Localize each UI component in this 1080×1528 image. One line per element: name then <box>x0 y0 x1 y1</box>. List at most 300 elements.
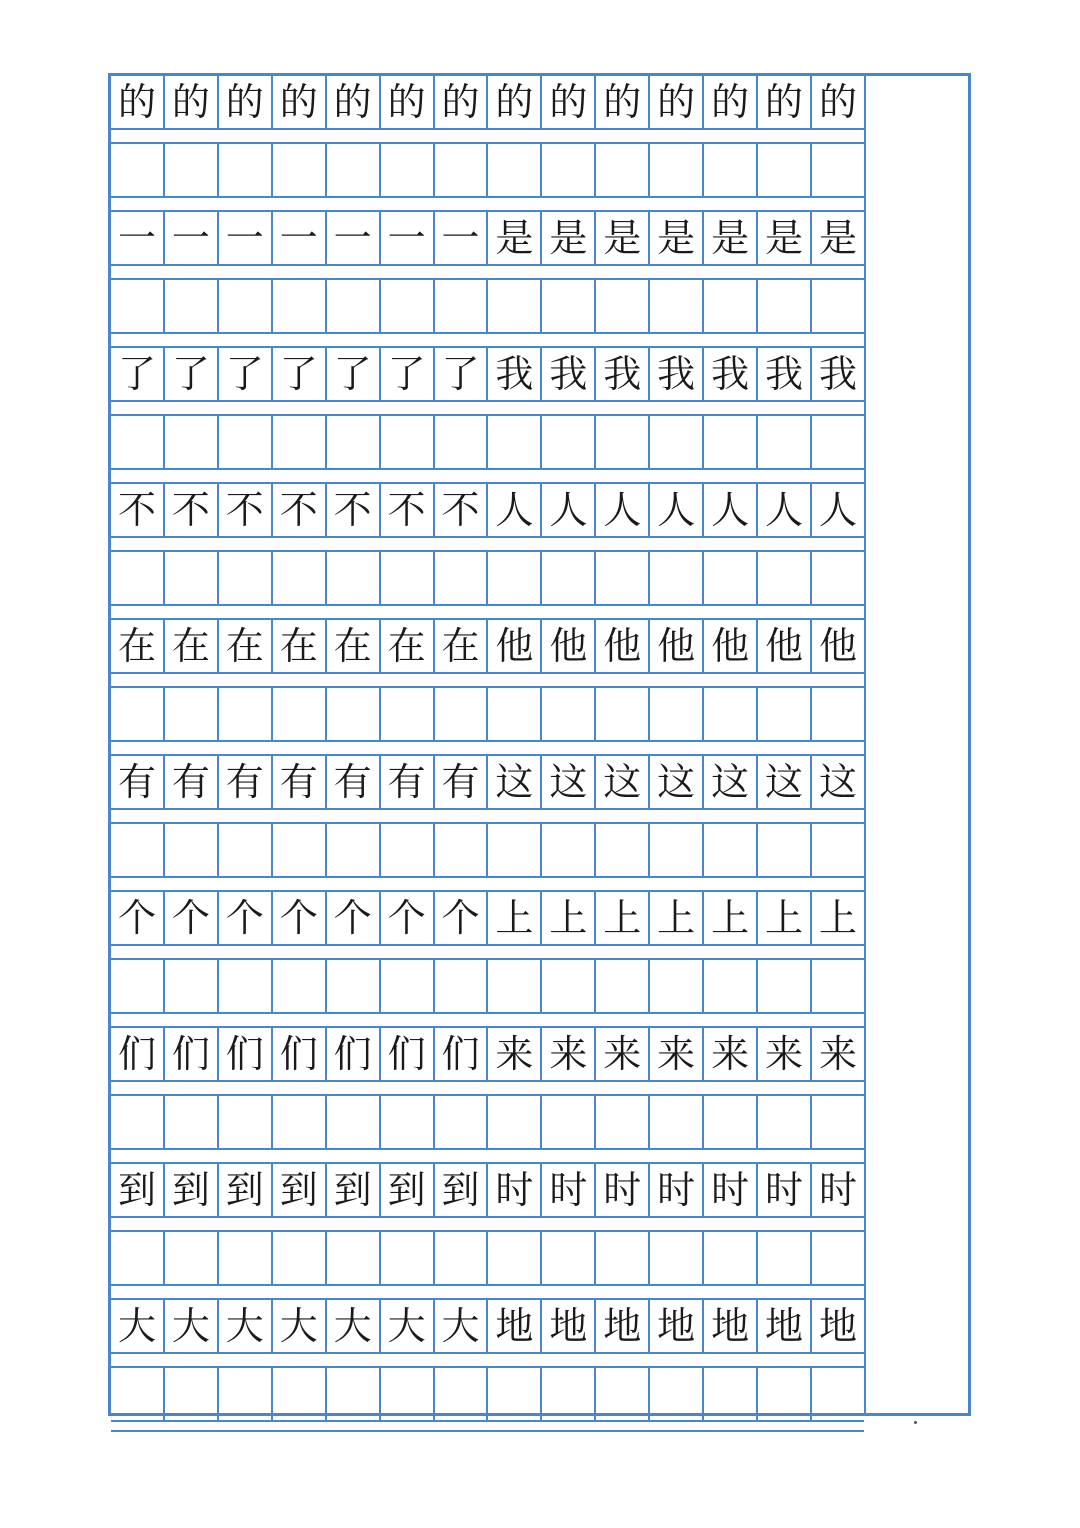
empty-practice-cell <box>381 1232 435 1284</box>
character-cell: 的 <box>111 76 165 128</box>
empty-practice-cell <box>542 1368 596 1420</box>
character-cell: 到 <box>381 1164 435 1216</box>
grid-row <box>111 960 864 1014</box>
character-cell: 的 <box>381 76 435 128</box>
empty-practice-cell <box>111 1232 165 1284</box>
grid-row <box>111 280 864 334</box>
empty-practice-cell <box>758 416 812 468</box>
character-cell: 到 <box>165 1164 219 1216</box>
character-cell: 他 <box>758 620 812 672</box>
empty-practice-cell <box>812 1368 864 1420</box>
empty-practice-cell <box>812 144 864 196</box>
character-cell: 了 <box>327 348 381 400</box>
empty-practice-cell <box>596 1368 650 1420</box>
empty-practice-cell <box>758 280 812 332</box>
character-cell: 大 <box>381 1300 435 1352</box>
empty-practice-cell <box>542 416 596 468</box>
character-cell: 地 <box>758 1300 812 1352</box>
empty-practice-cell <box>704 960 758 1012</box>
empty-practice-cell <box>381 280 435 332</box>
character-cell: 人 <box>542 484 596 536</box>
empty-practice-cell <box>596 416 650 468</box>
empty-practice-cell <box>219 960 273 1012</box>
empty-practice-cell <box>650 144 704 196</box>
character-cell: 到 <box>219 1164 273 1216</box>
empty-practice-cell <box>111 960 165 1012</box>
empty-practice-cell <box>596 688 650 740</box>
character-cell: 不 <box>273 484 327 536</box>
grid-row <box>111 620 864 674</box>
character-cell: 了 <box>435 348 489 400</box>
empty-practice-cell <box>435 552 489 604</box>
row-gap <box>111 1286 864 1300</box>
empty-practice-cell <box>327 1232 381 1284</box>
character-cell: 上 <box>488 892 542 944</box>
character-cell: 有 <box>381 756 435 808</box>
empty-practice-cell <box>435 144 489 196</box>
empty-practice-cell <box>435 1232 489 1284</box>
grid-row <box>111 348 864 402</box>
character-cell: 人 <box>596 484 650 536</box>
character-cell: 来 <box>758 1028 812 1080</box>
empty-practice-cell <box>650 416 704 468</box>
empty-practice-cell <box>488 688 542 740</box>
character-cell: 他 <box>542 620 596 672</box>
character-cell: 不 <box>435 484 489 536</box>
character-cell: 个 <box>381 892 435 944</box>
character-cell: 不 <box>165 484 219 536</box>
empty-practice-cell <box>219 552 273 604</box>
character-cell: 在 <box>165 620 219 672</box>
empty-practice-cell <box>165 1368 219 1420</box>
empty-practice-cell <box>488 144 542 196</box>
empty-practice-cell <box>650 688 704 740</box>
empty-practice-cell <box>327 416 381 468</box>
row-gap <box>111 538 864 552</box>
character-cell: 的 <box>488 76 542 128</box>
empty-practice-cell <box>488 960 542 1012</box>
empty-practice-cell <box>111 688 165 740</box>
character-cell: 他 <box>818 624 857 668</box>
row-gap <box>111 1354 864 1368</box>
empty-practice-cell <box>758 1096 812 1148</box>
grid-row <box>111 1164 864 1218</box>
empty-practice-cell <box>111 824 165 876</box>
right-margin-line <box>864 76 866 1413</box>
empty-practice-cell <box>704 552 758 604</box>
ink-speck <box>914 1421 917 1424</box>
character-cell: 是 <box>542 212 596 264</box>
character-cell: 一 <box>273 212 327 264</box>
character-cell: 来 <box>542 1028 596 1080</box>
character-cell: 大 <box>273 1300 327 1352</box>
character-cell: 们 <box>111 1028 165 1080</box>
character-cell: 大 <box>165 1300 219 1352</box>
empty-practice-cell <box>704 688 758 740</box>
empty-practice-cell <box>704 1232 758 1284</box>
character-cell: 这 <box>488 756 542 808</box>
empty-practice-cell <box>812 280 864 332</box>
character-cell: 他 <box>650 620 704 672</box>
empty-practice-cell <box>488 824 542 876</box>
character-cell: 来 <box>818 1032 857 1076</box>
empty-practice-cell <box>488 416 542 468</box>
empty-practice-cell <box>758 552 812 604</box>
character-cell: 一 <box>381 212 435 264</box>
character-cell: 来 <box>704 1028 758 1080</box>
grid-row <box>111 892 864 946</box>
empty-practice-cell <box>111 416 165 468</box>
row-gap <box>111 1422 864 1432</box>
empty-practice-cell <box>704 824 758 876</box>
character-cell: 在 <box>435 620 489 672</box>
empty-practice-cell <box>650 280 704 332</box>
empty-practice-cell <box>542 1232 596 1284</box>
empty-practice-cell <box>435 416 489 468</box>
empty-practice-cell <box>542 960 596 1012</box>
character-cell: 个 <box>219 892 273 944</box>
grid-row <box>111 1232 864 1286</box>
empty-practice-cell <box>650 552 704 604</box>
empty-practice-cell <box>165 416 219 468</box>
empty-practice-cell <box>219 1096 273 1148</box>
row-gap <box>111 878 864 892</box>
character-cell: 不 <box>219 484 273 536</box>
character-cell: 的 <box>542 76 596 128</box>
empty-practice-cell <box>812 552 864 604</box>
empty-practice-cell <box>812 416 864 468</box>
empty-practice-cell <box>165 1232 219 1284</box>
character-cell: 时 <box>704 1164 758 1216</box>
character-cell: 人 <box>650 484 704 536</box>
character-cell: 来 <box>596 1028 650 1080</box>
empty-practice-cell <box>273 1368 327 1420</box>
character-cell: 到 <box>435 1164 489 1216</box>
character-cell: 大 <box>219 1300 273 1352</box>
empty-practice-cell <box>219 280 273 332</box>
row-gap <box>111 1014 864 1028</box>
empty-practice-cell <box>327 824 381 876</box>
empty-practice-cell <box>542 144 596 196</box>
character-cell: 人 <box>488 484 542 536</box>
empty-practice-cell <box>327 280 381 332</box>
character-cell: 的 <box>596 76 650 128</box>
empty-practice-cell <box>542 1096 596 1148</box>
row-gap <box>111 606 864 620</box>
character-cell: 上 <box>704 892 758 944</box>
character-cell: 的 <box>650 76 704 128</box>
character-cell: 我 <box>704 348 758 400</box>
grid-row <box>111 144 864 198</box>
empty-practice-cell <box>435 960 489 1012</box>
empty-practice-cell <box>273 416 327 468</box>
empty-practice-cell <box>327 144 381 196</box>
empty-practice-cell <box>812 824 864 876</box>
row-gap <box>111 198 864 212</box>
character-cell: 我 <box>488 348 542 400</box>
empty-practice-cell <box>596 824 650 876</box>
empty-practice-cell <box>111 552 165 604</box>
grid-row <box>111 552 864 606</box>
empty-practice-cell <box>381 960 435 1012</box>
grid-row <box>111 1300 864 1354</box>
empty-practice-cell <box>435 688 489 740</box>
character-cell: 上 <box>650 892 704 944</box>
empty-practice-cell <box>381 1096 435 1148</box>
character-cell: 地 <box>542 1300 596 1352</box>
empty-practice-cell <box>327 1368 381 1420</box>
character-grid <box>111 76 864 1432</box>
character-cell: 我 <box>650 348 704 400</box>
character-cell: 这 <box>650 756 704 808</box>
empty-practice-cell <box>165 552 219 604</box>
character-cell: 不 <box>381 484 435 536</box>
empty-practice-cell <box>542 824 596 876</box>
empty-practice-cell <box>327 552 381 604</box>
empty-practice-cell <box>327 1096 381 1148</box>
row-gap <box>111 334 864 348</box>
grid-row <box>111 212 864 266</box>
empty-practice-cell <box>219 416 273 468</box>
character-cell: 上 <box>542 892 596 944</box>
empty-practice-cell <box>165 960 219 1012</box>
empty-practice-cell <box>381 1368 435 1420</box>
character-cell: 们 <box>381 1028 435 1080</box>
empty-practice-cell <box>381 688 435 740</box>
character-cell: 到 <box>327 1164 381 1216</box>
character-cell: 有 <box>273 756 327 808</box>
empty-practice-cell <box>704 1096 758 1148</box>
empty-practice-cell <box>381 824 435 876</box>
character-cell: 时 <box>758 1164 812 1216</box>
empty-practice-cell <box>488 1368 542 1420</box>
character-cell: 一 <box>219 212 273 264</box>
empty-practice-cell <box>596 960 650 1012</box>
character-cell: 了 <box>219 348 273 400</box>
character-cell: 有 <box>111 756 165 808</box>
empty-practice-cell <box>435 1368 489 1420</box>
character-cell: 一 <box>111 212 165 264</box>
character-cell: 他 <box>488 620 542 672</box>
empty-practice-cell <box>273 1096 327 1148</box>
character-cell: 的 <box>165 76 219 128</box>
character-cell: 大 <box>435 1300 489 1352</box>
character-cell: 的 <box>704 76 758 128</box>
character-cell: 是 <box>758 212 812 264</box>
grid-row <box>111 1368 864 1422</box>
empty-practice-cell <box>812 960 864 1012</box>
empty-practice-cell <box>596 280 650 332</box>
character-cell: 了 <box>165 348 219 400</box>
character-cell: 时 <box>542 1164 596 1216</box>
character-cell: 这 <box>704 756 758 808</box>
character-cell: 在 <box>111 620 165 672</box>
character-cell: 个 <box>435 892 489 944</box>
character-cell: 大 <box>111 1300 165 1352</box>
character-cell: 地 <box>818 1304 857 1348</box>
character-cell: 我 <box>596 348 650 400</box>
character-cell: 个 <box>273 892 327 944</box>
empty-practice-cell <box>542 280 596 332</box>
character-cell: 个 <box>327 892 381 944</box>
empty-practice-cell <box>435 1096 489 1148</box>
row-gap <box>111 810 864 824</box>
character-cell: 是 <box>650 212 704 264</box>
character-cell: 我 <box>758 348 812 400</box>
character-cell: 在 <box>381 620 435 672</box>
character-cell: 有 <box>327 756 381 808</box>
empty-practice-cell <box>219 824 273 876</box>
character-cell: 时 <box>596 1164 650 1216</box>
character-cell: 上 <box>758 892 812 944</box>
character-cell: 的 <box>327 76 381 128</box>
grid-row <box>111 416 864 470</box>
character-cell: 地 <box>704 1300 758 1352</box>
empty-practice-cell <box>219 688 273 740</box>
character-cell: 在 <box>327 620 381 672</box>
empty-practice-cell <box>488 552 542 604</box>
character-cell: 地 <box>650 1300 704 1352</box>
character-cell: 地 <box>488 1300 542 1352</box>
character-cell: 了 <box>381 348 435 400</box>
character-cell: 是 <box>488 212 542 264</box>
row-gap <box>111 1218 864 1232</box>
empty-practice-cell <box>219 1368 273 1420</box>
character-cell: 们 <box>435 1028 489 1080</box>
empty-practice-cell <box>488 280 542 332</box>
empty-practice-cell <box>758 688 812 740</box>
empty-practice-cell <box>704 144 758 196</box>
character-cell: 这 <box>758 756 812 808</box>
empty-practice-cell <box>111 280 165 332</box>
grid-row <box>111 688 864 742</box>
character-cell: 的 <box>435 76 489 128</box>
character-cell: 到 <box>273 1164 327 1216</box>
grid-row <box>111 76 864 130</box>
empty-practice-cell <box>542 688 596 740</box>
empty-practice-cell <box>542 552 596 604</box>
character-cell: 一 <box>165 212 219 264</box>
empty-practice-cell <box>381 552 435 604</box>
character-cell: 这 <box>596 756 650 808</box>
character-cell: 了 <box>273 348 327 400</box>
character-cell: 们 <box>327 1028 381 1080</box>
character-cell: 在 <box>273 620 327 672</box>
character-cell: 人 <box>758 484 812 536</box>
grid-row <box>111 756 864 810</box>
empty-practice-cell <box>273 688 327 740</box>
character-cell: 上 <box>818 896 857 940</box>
empty-practice-cell <box>273 1232 327 1284</box>
character-cell: 时 <box>650 1164 704 1216</box>
character-cell: 我 <box>542 348 596 400</box>
empty-practice-cell <box>165 688 219 740</box>
character-cell: 大 <box>327 1300 381 1352</box>
empty-practice-cell <box>219 144 273 196</box>
character-cell: 的 <box>273 76 327 128</box>
character-cell: 的 <box>818 80 857 124</box>
character-cell: 的 <box>219 76 273 128</box>
character-cell: 的 <box>758 76 812 128</box>
character-cell: 这 <box>818 760 857 804</box>
empty-practice-cell <box>273 960 327 1012</box>
empty-practice-cell <box>273 144 327 196</box>
empty-practice-cell <box>704 416 758 468</box>
character-cell: 我 <box>818 352 857 396</box>
character-cell: 人 <box>818 488 857 532</box>
grid-row <box>111 1096 864 1150</box>
character-cell: 到 <box>111 1164 165 1216</box>
empty-practice-cell <box>758 824 812 876</box>
row-gap <box>111 742 864 756</box>
empty-practice-cell <box>381 416 435 468</box>
empty-practice-cell <box>596 1096 650 1148</box>
empty-practice-cell <box>165 144 219 196</box>
character-cell: 时 <box>818 1168 857 1212</box>
character-cell: 他 <box>704 620 758 672</box>
character-cell: 是 <box>596 212 650 264</box>
grid-row <box>111 824 864 878</box>
row-gap <box>111 130 864 144</box>
row-gap <box>111 946 864 960</box>
row-gap <box>111 674 864 688</box>
character-cell: 一 <box>435 212 489 264</box>
row-gap <box>111 266 864 280</box>
empty-practice-cell <box>273 280 327 332</box>
empty-practice-cell <box>812 1096 864 1148</box>
empty-practice-cell <box>758 1368 812 1420</box>
empty-practice-cell <box>111 1368 165 1420</box>
empty-practice-cell <box>650 824 704 876</box>
empty-practice-cell <box>812 1232 864 1284</box>
practice-sheet <box>108 73 971 1416</box>
character-cell: 在 <box>219 620 273 672</box>
empty-practice-cell <box>273 824 327 876</box>
empty-practice-cell <box>704 1368 758 1420</box>
empty-practice-cell <box>435 280 489 332</box>
character-cell: 地 <box>596 1300 650 1352</box>
character-cell: 个 <box>165 892 219 944</box>
empty-practice-cell <box>488 1096 542 1148</box>
character-cell: 来 <box>650 1028 704 1080</box>
character-cell: 一 <box>327 212 381 264</box>
empty-practice-cell <box>812 688 864 740</box>
character-cell: 们 <box>219 1028 273 1080</box>
empty-practice-cell <box>596 144 650 196</box>
empty-practice-cell <box>650 1368 704 1420</box>
empty-practice-cell <box>165 824 219 876</box>
empty-practice-cell <box>704 280 758 332</box>
grid-row <box>111 1028 864 1082</box>
empty-practice-cell <box>165 1096 219 1148</box>
character-cell: 是 <box>704 212 758 264</box>
empty-practice-cell <box>596 552 650 604</box>
empty-practice-cell <box>758 1232 812 1284</box>
character-cell: 不 <box>111 484 165 536</box>
empty-practice-cell <box>111 144 165 196</box>
row-gap <box>111 1150 864 1164</box>
row-gap <box>111 470 864 484</box>
character-cell: 来 <box>488 1028 542 1080</box>
character-cell: 了 <box>111 348 165 400</box>
character-cell: 人 <box>704 484 758 536</box>
empty-practice-cell <box>650 960 704 1012</box>
empty-practice-cell <box>327 688 381 740</box>
character-cell: 不 <box>327 484 381 536</box>
character-cell: 有 <box>219 756 273 808</box>
empty-practice-cell <box>758 144 812 196</box>
character-cell: 个 <box>111 892 165 944</box>
